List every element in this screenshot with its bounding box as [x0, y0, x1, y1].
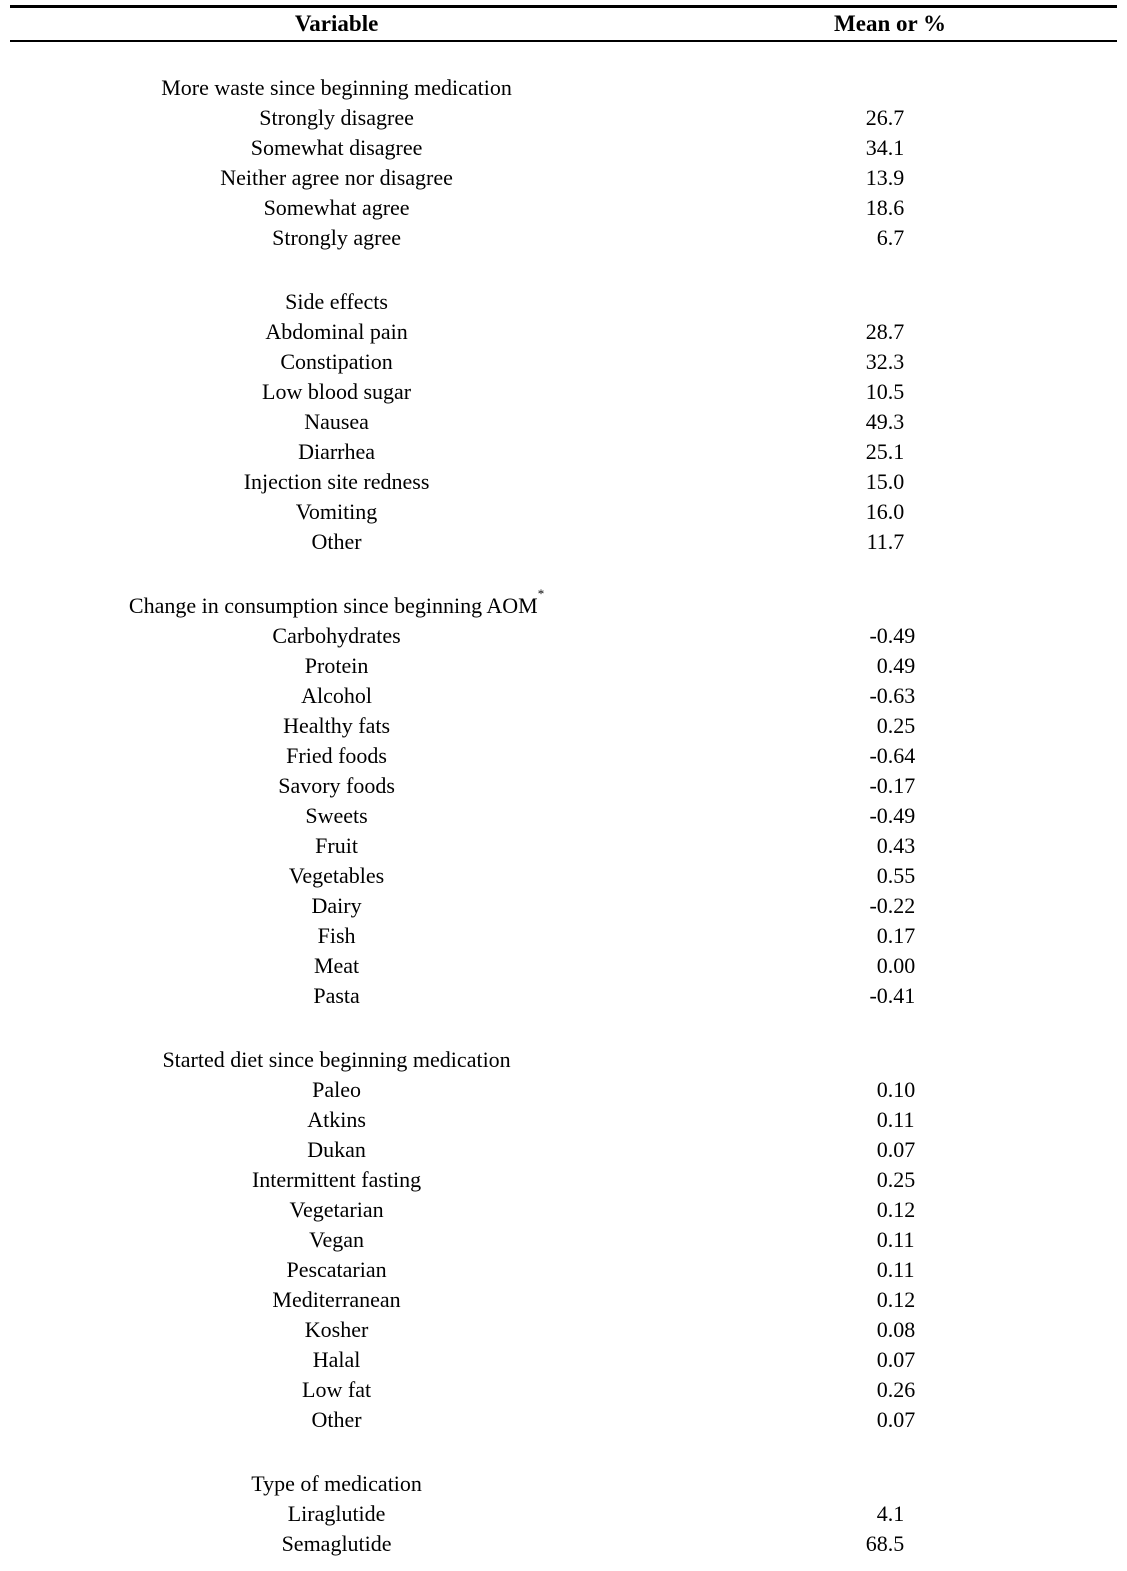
- row-label: Paleo: [312, 1077, 361, 1102]
- table-section: [10, 585, 1117, 1011]
- superscript-asterisk: *: [537, 585, 545, 601]
- table-row: [10, 921, 1117, 951]
- row-value: [663, 317, 1117, 347]
- table-body: [10, 73, 1117, 1559]
- table-row: [10, 1285, 1117, 1315]
- row-value: [663, 527, 1117, 557]
- value-integer-part: 6: [876, 225, 888, 250]
- row-label: Healthy fats: [283, 713, 391, 738]
- table-row: [10, 1225, 1117, 1255]
- value-integer-part: -0: [869, 983, 888, 1008]
- value-decimal-aligned: [663, 163, 1117, 193]
- row-value: [663, 951, 1117, 981]
- table-section: [10, 73, 1117, 253]
- value-decimal-aligned: [663, 921, 1117, 951]
- value-integer-part: 34: [865, 135, 888, 160]
- value-integer-part: 18: [865, 195, 888, 220]
- section-label: [10, 287, 663, 317]
- table-row: [10, 1375, 1117, 1405]
- value-decimal-aligned: [663, 347, 1117, 377]
- value-fraction-part: .7: [887, 529, 905, 554]
- table-row: [10, 981, 1117, 1011]
- value-fraction-part: .6: [887, 195, 905, 220]
- row-value: [663, 497, 1117, 527]
- value-fraction-part: .49: [887, 653, 916, 678]
- value-fraction-part: .63: [887, 683, 916, 708]
- row-label: Other: [311, 529, 362, 554]
- value-decimal-aligned: [663, 1405, 1117, 1435]
- row-value: [663, 921, 1117, 951]
- row-value: [663, 801, 1117, 831]
- value-integer-part: -0: [869, 803, 888, 828]
- row-value: [663, 1165, 1117, 1195]
- table-row: [10, 891, 1117, 921]
- row-value: [663, 831, 1117, 861]
- value-decimal-aligned: [663, 1135, 1117, 1165]
- value-decimal-aligned: [663, 1165, 1117, 1195]
- table-header-row: [10, 8, 1117, 40]
- table-row: [10, 223, 1117, 253]
- table-row: [10, 1195, 1117, 1225]
- value-fraction-part: .3: [887, 409, 905, 434]
- value-integer-part: -0: [869, 773, 888, 798]
- row-label: Other: [311, 1407, 362, 1432]
- value-decimal-aligned: [663, 651, 1117, 681]
- value-decimal-aligned: [663, 103, 1117, 133]
- value-integer-part: 15: [865, 469, 888, 494]
- table-section: [10, 1045, 1117, 1435]
- value-fraction-part: .1: [887, 135, 905, 160]
- value-integer-part: 0: [876, 923, 888, 948]
- table-row: [10, 651, 1117, 681]
- row-value: [663, 1405, 1117, 1435]
- column-header-mean-or-percent: Mean or %: [834, 11, 947, 36]
- value-integer-part: 25: [865, 439, 888, 464]
- table-row: [10, 193, 1117, 223]
- value-integer-part: -0: [869, 893, 888, 918]
- row-label: Low fat: [302, 1377, 372, 1402]
- row-value: [663, 1345, 1117, 1375]
- row-label: Fruit: [315, 833, 358, 858]
- value-decimal-aligned: [663, 407, 1117, 437]
- row-value: [663, 133, 1117, 163]
- value-fraction-part: .1: [887, 439, 905, 464]
- value-fraction-part: .25: [887, 1167, 916, 1192]
- row-label: Strongly agree: [272, 225, 402, 250]
- table-section: [10, 1469, 1117, 1559]
- value-fraction-part: .12: [887, 1197, 916, 1222]
- value-fraction-part: .55: [887, 863, 916, 888]
- row-value: [663, 347, 1117, 377]
- value-integer-part: -0: [869, 683, 888, 708]
- table-row: [10, 711, 1117, 741]
- row-label: Protein: [304, 653, 369, 678]
- row-label: Savory foods: [278, 773, 395, 798]
- value-integer-part: 13: [865, 165, 888, 190]
- row-label: Dairy: [311, 893, 362, 918]
- row-label: Vomiting: [295, 499, 378, 524]
- row-value: [663, 1499, 1117, 1529]
- table-row: [10, 437, 1117, 467]
- value-decimal-aligned: [663, 133, 1117, 163]
- value-fraction-part: .08: [887, 1317, 916, 1342]
- value-fraction-part: .5: [887, 379, 905, 404]
- row-label: Somewhat disagree: [250, 135, 423, 160]
- value-decimal-aligned: [663, 317, 1117, 347]
- value-decimal-aligned: [663, 467, 1117, 497]
- value-fraction-part: .64: [887, 743, 916, 768]
- value-fraction-part: .00: [887, 953, 916, 978]
- row-label: Atkins: [307, 1107, 366, 1132]
- value-decimal-aligned: [663, 621, 1117, 651]
- value-fraction-part: .49: [887, 623, 916, 648]
- value-decimal-aligned: [663, 1075, 1117, 1105]
- value-fraction-part: .17: [887, 773, 916, 798]
- value-fraction-part: .0: [887, 499, 905, 524]
- value-fraction-part: .07: [887, 1347, 916, 1372]
- value-decimal-aligned: [663, 1255, 1117, 1285]
- value-decimal-aligned: [663, 951, 1117, 981]
- value-integer-part: 49: [865, 409, 888, 434]
- table-row: [10, 681, 1117, 711]
- row-label: Sweets: [305, 803, 368, 828]
- value-decimal-aligned: [663, 711, 1117, 741]
- row-value: [663, 437, 1117, 467]
- row-value: [663, 467, 1117, 497]
- value-integer-part: 0: [876, 1317, 888, 1342]
- table-header-rule: [10, 40, 1117, 42]
- value-integer-part: 0: [876, 1257, 888, 1282]
- value-integer-part: 0: [876, 1107, 888, 1132]
- row-label: Halal: [312, 1347, 361, 1372]
- section-label-text: Change in consumption since beginning AOM: [128, 593, 538, 618]
- row-value: [663, 1255, 1117, 1285]
- section-header-row: [10, 1469, 1117, 1499]
- row-label: Constipation: [280, 349, 393, 374]
- value-decimal-aligned: [663, 831, 1117, 861]
- section-label-text: Type of medication: [251, 1471, 422, 1496]
- section-label: [10, 585, 663, 621]
- value-integer-part: 0: [876, 863, 888, 888]
- value-integer-part: 4: [876, 1501, 888, 1526]
- section-header-row: [10, 287, 1117, 317]
- row-label: Vegetables: [288, 863, 385, 888]
- value-decimal-aligned: [663, 377, 1117, 407]
- row-label: Fish: [317, 923, 356, 948]
- value-integer-part: 32: [865, 349, 888, 374]
- value-integer-part: 0: [876, 1137, 888, 1162]
- value-fraction-part: .07: [887, 1407, 916, 1432]
- value-fraction-part: .12: [887, 1287, 916, 1312]
- section-value-empty: [663, 591, 1117, 621]
- value-decimal-aligned: [663, 497, 1117, 527]
- value-fraction-part: .11: [887, 1257, 915, 1282]
- row-value: [663, 1075, 1117, 1105]
- section-value-empty: [663, 1045, 1117, 1075]
- row-value: [663, 771, 1117, 801]
- value-integer-part: 0: [876, 953, 888, 978]
- row-label: Intermittent fasting: [251, 1167, 422, 1192]
- value-decimal-aligned: [663, 437, 1117, 467]
- table-row: [10, 527, 1117, 557]
- row-value: [663, 621, 1117, 651]
- row-label: Low blood sugar: [262, 379, 412, 404]
- value-integer-part: 0: [876, 1227, 888, 1252]
- value-integer-part: -0: [869, 623, 888, 648]
- section-value-empty: [663, 1469, 1117, 1499]
- table-row: [10, 377, 1117, 407]
- table-row: [10, 741, 1117, 771]
- table-row: [10, 1345, 1117, 1375]
- value-fraction-part: .7: [887, 225, 905, 250]
- table-row: [10, 1135, 1117, 1165]
- table-row: [10, 1105, 1117, 1135]
- value-decimal-aligned: [663, 771, 1117, 801]
- row-value: [663, 891, 1117, 921]
- row-value: [663, 193, 1117, 223]
- value-decimal-aligned: [663, 1315, 1117, 1345]
- table-row: [10, 163, 1117, 193]
- value-fraction-part: .25: [887, 713, 916, 738]
- value-fraction-part: .17: [887, 923, 916, 948]
- section-value-empty: [663, 73, 1117, 103]
- row-label: Abdominal pain: [265, 319, 408, 344]
- value-decimal-aligned: [663, 801, 1117, 831]
- value-decimal-aligned: [663, 223, 1117, 253]
- value-decimal-aligned: [663, 1105, 1117, 1135]
- value-integer-part: 0: [876, 1347, 888, 1372]
- table-row: [10, 861, 1117, 891]
- row-label: Pasta: [313, 983, 360, 1008]
- value-decimal-aligned: [663, 1225, 1117, 1255]
- table-row: [10, 133, 1117, 163]
- row-value: [663, 103, 1117, 133]
- row-value: [663, 377, 1117, 407]
- row-value: [663, 861, 1117, 891]
- value-decimal-aligned: [663, 681, 1117, 711]
- value-decimal-aligned: [663, 527, 1117, 557]
- row-value: [663, 1195, 1117, 1225]
- value-integer-part: 28: [865, 319, 888, 344]
- row-value: [663, 1105, 1117, 1135]
- value-integer-part: 16: [865, 499, 888, 524]
- value-fraction-part: .43: [887, 833, 916, 858]
- value-decimal-aligned: [663, 1499, 1117, 1529]
- row-value: [663, 1315, 1117, 1345]
- table-row: [10, 347, 1117, 377]
- row-value: [663, 651, 1117, 681]
- section-value-empty: [663, 287, 1117, 317]
- section-label-text: Started diet since beginning medication: [162, 1047, 511, 1072]
- row-label: Vegetarian: [289, 1197, 384, 1222]
- value-fraction-part: .26: [887, 1377, 916, 1402]
- row-value: [663, 711, 1117, 741]
- row-label: Kosher: [304, 1317, 369, 1342]
- value-decimal-aligned: [663, 1375, 1117, 1405]
- section-label-text: More waste since beginning medication: [161, 75, 512, 100]
- table-row: [10, 407, 1117, 437]
- value-fraction-part: .07: [887, 1137, 916, 1162]
- paper-table-page: [0, 5, 1127, 1571]
- value-integer-part: 0: [876, 1287, 888, 1312]
- row-value: [663, 1285, 1117, 1315]
- value-integer-part: 0: [876, 833, 888, 858]
- row-value: [663, 163, 1117, 193]
- table-section: [10, 287, 1117, 557]
- value-integer-part: 68: [865, 1531, 888, 1556]
- row-label: Semaglutide: [281, 1531, 392, 1556]
- row-label: Neither agree nor disagree: [220, 165, 453, 190]
- row-value: [663, 1225, 1117, 1255]
- row-value: [663, 407, 1117, 437]
- value-integer-part: 0: [876, 1167, 888, 1192]
- value-fraction-part: .1: [887, 1501, 905, 1526]
- table-row: [10, 467, 1117, 497]
- value-integer-part: 10: [865, 379, 888, 404]
- section-header-row: [10, 585, 1117, 621]
- row-label: Strongly disagree: [259, 105, 414, 130]
- value-fraction-part: .11: [887, 1227, 915, 1252]
- table-row: [10, 1075, 1117, 1105]
- value-fraction-part: .49: [887, 803, 916, 828]
- row-label: Mediterranean: [272, 1287, 401, 1312]
- row-label: Meat: [313, 953, 360, 978]
- section-header-row: [10, 73, 1117, 103]
- section-header-row: [10, 1045, 1117, 1075]
- section-label-text: Side effects: [285, 289, 388, 314]
- row-label: Fried foods: [286, 743, 387, 768]
- row-value: [663, 1135, 1117, 1165]
- value-integer-part: 0: [876, 1077, 888, 1102]
- value-integer-part: 11: [866, 529, 888, 554]
- value-fraction-part: .0: [887, 469, 905, 494]
- value-integer-part: 26: [865, 105, 888, 130]
- table-row: [10, 831, 1117, 861]
- value-decimal-aligned: [663, 741, 1117, 771]
- row-label: Alcohol: [301, 683, 372, 708]
- value-decimal-aligned: [663, 981, 1117, 1011]
- section-label: [10, 73, 663, 103]
- value-decimal-aligned: [663, 1195, 1117, 1225]
- row-value: [663, 741, 1117, 771]
- row-value: [663, 1529, 1117, 1559]
- table-row: [10, 1499, 1117, 1529]
- value-integer-part: 0: [876, 713, 888, 738]
- row-label: Carbohydrates: [272, 623, 401, 648]
- value-fraction-part: .7: [887, 105, 905, 130]
- table-row: [10, 103, 1117, 133]
- value-decimal-aligned: [663, 891, 1117, 921]
- row-value: [663, 681, 1117, 711]
- table-row: [10, 951, 1117, 981]
- section-label: [10, 1469, 663, 1499]
- value-fraction-part: .11: [887, 1107, 915, 1132]
- row-label: Vegan: [309, 1227, 365, 1252]
- value-fraction-part: .10: [887, 1077, 916, 1102]
- row-label: Injection site redness: [243, 469, 430, 494]
- value-integer-part: 0: [876, 1407, 888, 1432]
- row-label: Nausea: [304, 409, 369, 434]
- table-row: [10, 801, 1117, 831]
- row-value: [663, 223, 1117, 253]
- value-integer-part: -0: [869, 743, 888, 768]
- table-row: [10, 621, 1117, 651]
- row-label: Somewhat agree: [263, 195, 410, 220]
- row-label: Pescatarian: [286, 1257, 387, 1282]
- table-row: [10, 317, 1117, 347]
- value-decimal-aligned: [663, 193, 1117, 223]
- row-label: Diarrhea: [298, 439, 376, 464]
- table-row: [10, 771, 1117, 801]
- table-row: [10, 1405, 1117, 1435]
- value-decimal-aligned: [663, 1285, 1117, 1315]
- value-decimal-aligned: [663, 1529, 1117, 1559]
- row-value: [663, 981, 1117, 1011]
- value-integer-part: 0: [876, 1377, 888, 1402]
- table-row: [10, 1529, 1117, 1559]
- value-decimal-aligned: [663, 861, 1117, 891]
- table-row: [10, 497, 1117, 527]
- row-value: [663, 1375, 1117, 1405]
- section-label: [10, 1045, 663, 1075]
- row-label: Liraglutide: [287, 1501, 386, 1526]
- column-header-variable: Variable: [294, 11, 379, 36]
- value-fraction-part: .5: [887, 1531, 905, 1556]
- table-row: [10, 1165, 1117, 1195]
- value-fraction-part: .3: [887, 349, 905, 374]
- value-integer-part: 0: [876, 653, 888, 678]
- row-label: Dukan: [307, 1137, 366, 1162]
- value-decimal-aligned: [663, 1345, 1117, 1375]
- value-integer-part: 0: [876, 1197, 888, 1222]
- value-fraction-part: .9: [887, 165, 905, 190]
- value-fraction-part: .22: [887, 893, 916, 918]
- value-fraction-part: .41: [887, 983, 916, 1008]
- table-row: [10, 1255, 1117, 1285]
- value-fraction-part: .7: [887, 319, 905, 344]
- table-row: [10, 1315, 1117, 1345]
